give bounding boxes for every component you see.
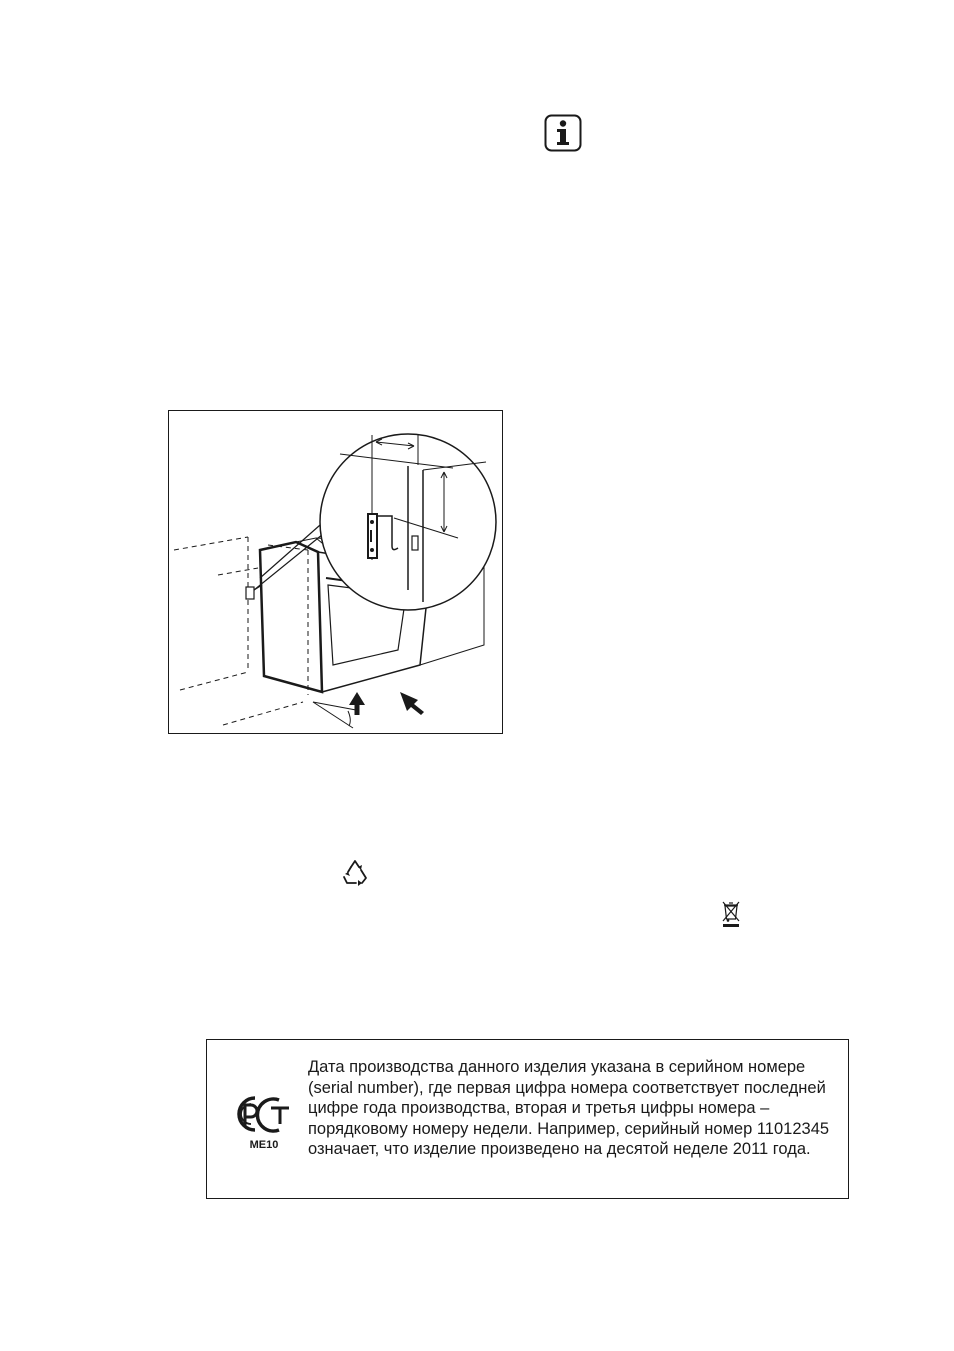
cert-mark-code: ME10 [249,1139,279,1151]
manufacture-date-note: Дата производства данного изделия указана в серийном номере (serial number), где первая цифра номера соответствует последней цифре года производства, вторая и третья цифры номера – порядковому номеру недели. Например, серийный номер 11012345 означает, что изделие произведено на десятой неделе 2011 года. [308,1058,830,1158]
recycle-icon [341,859,369,887]
oven-installation-diagram [168,410,503,734]
certification-box [206,1039,849,1199]
crossed-out-wheelie-bin-icon [721,900,741,928]
detail-magnifier [320,434,496,610]
rst-certification-mark [231,1092,297,1152]
info-icon [544,114,582,152]
